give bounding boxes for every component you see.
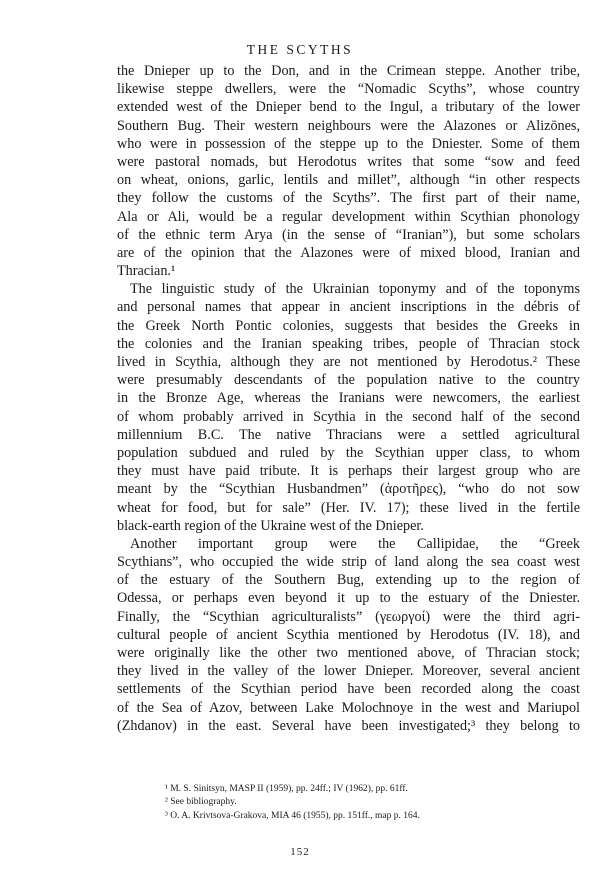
footnote: ² See bibliography. bbox=[165, 797, 237, 808]
text-line: meant by the “Scythian Husbandmen” (ἀροτῆρες), “who do not sow bbox=[117, 481, 580, 498]
footnotes bbox=[165, 783, 565, 823]
text-line: Finally, the “Scythian agriculturalists” (γεωργοί) were the third agri- bbox=[117, 608, 580, 625]
text-line: black-earth region of the Ukraine west of the Dnieper. bbox=[117, 517, 424, 534]
body-text bbox=[117, 62, 580, 735]
text-line: settlements of the Scythian period have been recorded along the coast bbox=[117, 681, 580, 698]
text-line: Another important group were the Callipidae, the “Greek bbox=[130, 535, 580, 552]
text-line: Ala or Ali, would be a regular development within Scythian phonology bbox=[117, 208, 580, 225]
text-line: they follow the customs of the Scyths”. The first part of their name, bbox=[117, 190, 580, 207]
text-line: Southern Bug. Their western neighbours were the Alazones or Alizōnes, bbox=[117, 117, 580, 134]
footnote: ¹ M. S. Sinitsyn, MASP II (1959), pp. 24ff.; IV (1962), pp. 61ff. bbox=[165, 784, 408, 794]
text-line: Thracian.¹ bbox=[117, 263, 176, 280]
running-header: THE SCYTHS bbox=[246, 42, 354, 57]
text-line: likewise steppe dwellers, were the “Nomadic Scyths”, whose country bbox=[117, 81, 580, 98]
text-line: cultural people of ancient Scythia mentioned by Herodotus (IV. 18), and bbox=[117, 626, 580, 643]
text-line: (Zhdanov) in the east. Several have been investigated;³ they belong to bbox=[117, 717, 580, 734]
text-line: the colonies and the Iranian speaking tribes, people of Thracian stock bbox=[117, 335, 580, 352]
text-line: Odessa, or perhaps even beyond it up to the estuary of the Dniester. bbox=[117, 590, 580, 607]
text-line: population subdued and ruled by the Scythian upper class, to whom bbox=[117, 444, 580, 461]
text-line: millennium B.C. The native Thracians were a settled agricultural bbox=[117, 426, 580, 443]
text-line: lived in Scythia, although they are not mentioned by Herodotus.² These bbox=[117, 354, 580, 370]
text-line: are of the opinion that the Alazones were of mixed blood, Iranian and bbox=[117, 244, 580, 261]
footnote: ³ O. A. Krivtsova-Grakova, MIA 46 (1955), pp. 151ff., map p. 164. bbox=[165, 810, 420, 821]
text-line: The linguistic study of the Ukrainian toponymy and of the toponyms bbox=[130, 281, 580, 298]
text-line: the Greek North Pontic colonies, suggests that besides the Greeks in bbox=[117, 317, 580, 334]
text-line: Scythians”, who occupied the wide strip of land along the sea coast west bbox=[117, 554, 580, 571]
text-line: were originally like the other two mentioned above, of Thracian stock; bbox=[117, 645, 580, 661]
text-line: the Dnieper up to the Don, and in the Crimean steppe. Another tribe, bbox=[117, 63, 580, 79]
text-line: on wheat, onions, garlic, lentils and millet”, although “in other respects bbox=[117, 172, 580, 189]
text-line: were pastoral nomads, but Herodotus writes that some “sow and feed bbox=[117, 153, 580, 170]
text-line: in the Bronze Age, whereas the Iranians were newcomers, the earliest bbox=[117, 390, 580, 407]
text-line: extended west of the Dnieper bend to the Ingul, a tributary of the lower bbox=[117, 99, 580, 116]
text-line: were presumably descendants of the population native to the country bbox=[117, 372, 580, 389]
text-line: they lived in the valley of the lower Dnieper. Moreover, several ancient bbox=[117, 663, 580, 680]
text-line: and personal names that appear in ancient inscriptions in the débris of bbox=[117, 299, 580, 316]
text-line: of the Sea of Azov, between Lake Molochnoye in the west and Mariupol bbox=[117, 699, 580, 716]
page-number: 152 bbox=[290, 846, 310, 858]
text-line: of the ethnic term Arya (in the sense of “Iranian”), but some scholars bbox=[117, 226, 580, 243]
text-line: wheat for food, but for sale” (Her. IV. 17); these lived in the fertile bbox=[117, 499, 580, 516]
text-line: of the estuary of the Southern Bug, extending up to the region of bbox=[117, 572, 580, 589]
text-line: of whom probably arrived in Scythia in the second half of the second bbox=[117, 408, 580, 425]
text-line: who were in possession of the steppe up to the Dniester. Some of them bbox=[117, 135, 580, 152]
text-line: they must have paid tribute. It is perhaps their largest group who are bbox=[117, 463, 580, 480]
